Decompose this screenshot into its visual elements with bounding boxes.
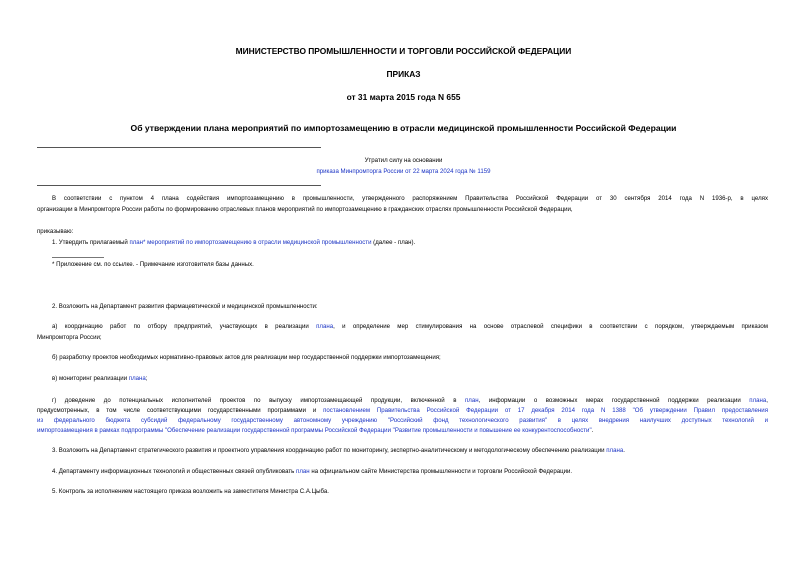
plan-link[interactable]: плана xyxy=(749,397,767,404)
resolution-1388-link[interactable]: постановлением Правительства Российской Федерации от 17 декабря 2014 года N 1388 "Об утверждении Правил предоставления xyxy=(323,407,769,414)
item-2a-line-2: Минпромторга России; xyxy=(37,334,102,341)
plan-link[interactable]: план xyxy=(465,397,479,404)
resolution-1388-link[interactable]: из федерального бюджета субсидий федеральному государственному автономному учреждению "Российский фонд технологического развития" в целях внедрения наилучших доступных технологий и xyxy=(37,417,768,424)
item-2g-line-3 xyxy=(37,416,768,427)
plan-link[interactable]: плана xyxy=(606,447,624,454)
plan-link[interactable]: план* мероприятий по импортозамещению в отрасли медицинской промышленности xyxy=(129,239,372,246)
decree-word: приказываю: xyxy=(37,228,74,235)
item-4: 4. Департаменту информационных технологий и общественных связей опубликовать план на официальном сайте Министерства промышленности и торговли Российской Федерации. xyxy=(52,468,573,475)
ministry-heading: МИНИСТЕРСТВО ПРОМЫШЛЕННОСТИ И ТОРГОВЛИ РОССИЙСКОЙ ФЕДЕРАЦИИ xyxy=(235,46,572,56)
item-2-intro: 2. Возложить на Департамент развития фармацевтической и медицинской промышленности: xyxy=(52,303,318,310)
status-top-rule xyxy=(37,147,321,148)
item-2g-line-4: импортозамещения в рамках подпрограммы "Обеспечение реализации государственной программы Российской Федерации "Развитие промышленности и повышение ее конкурентоспособности". xyxy=(37,427,594,434)
resolution-1388-link[interactable]: импортозамещения в рамках подпрограммы "Обеспечение реализации государственной программы Российской Федерации "Развитие промышленности и повышение ее конкурентоспособности" xyxy=(37,427,592,434)
item-5: 5. Контроль за исполнением настоящего приказа возложить на заместителя Министра С.А.Цыба. xyxy=(52,488,329,495)
status-note-link-line xyxy=(0,168,807,175)
item-2g-line-1: г) доведение до потенциальных исполнителей проектов по выпуску импортозамещающей продукции, включенной в план, информации о возможных мерах государственной поддержки реализации плана, xyxy=(52,397,768,404)
item-1: 1. Утвердить прилагаемый план* мероприятий по импортозамещению в отрасли медицинской промышленности (далее - план). xyxy=(52,239,416,246)
footnote: * Приложение см. по ссылке. - Примечание изготовителя базы данных. xyxy=(52,261,254,268)
item-2g-line-2: предусмотренных, в том числе соответствующими государственными программами и постановлением Правительства Российской Федерации от 17 декабря 2014 года N 1388 "Об утверждении Правил предоставления xyxy=(37,407,769,414)
item-2v: в) мониторинг реализации плана; xyxy=(52,375,148,382)
subject-heading: Об утверждении плана мероприятий по импортозамещению в отрасли медицинской промышленности Российской Федерации xyxy=(130,123,677,133)
item-2a-line-1: а) координацию работ по отбору предприятий, участвующих в реализации плана, и определение мер стимулирования на основе отраслевой специфики в соответствии с порядком, утверждаемым приказом xyxy=(52,323,768,330)
plan-link[interactable]: плана xyxy=(128,375,146,382)
preamble-line-2: организации в Минпромторге России работы по формированию отраслевых планов мероприятий по импортозамещению в гражданских отраслях промышленности Российской Федерации, xyxy=(37,206,573,213)
repeal-order-link[interactable]: приказа Минпромторга России от 22 марта 2024 года № 1159 xyxy=(316,168,491,175)
footnote-rule xyxy=(52,257,104,258)
item-3: 3. Возложить на Департамент стратегического развития и проектного управления координацию работ по мониторингу, экспертно-аналитическому и методологическому обеспечению реализации плана. xyxy=(52,447,625,454)
preamble-line-1: В соответствии с пунктом 4 плана содействия импортозамещению в промышленности, утвержденного распоряжением Правительства Российской Федерации от 30 сентября 2014 года N 1936-р, в целях xyxy=(52,195,768,202)
plan-link[interactable]: план xyxy=(296,468,310,475)
status-note-text: Утратил силу на основании xyxy=(364,157,443,164)
plan-link[interactable]: плана xyxy=(316,323,334,330)
item-2b: б) разработку проектов необходимых нормативно-правовых актов для реализации мер государственной поддержки импортозамещения; xyxy=(52,354,441,361)
date-number-heading: от 31 марта 2015 года N 655 xyxy=(346,92,461,102)
document-type-heading: ПРИКАЗ xyxy=(386,69,421,79)
status-bottom-rule xyxy=(37,185,321,186)
